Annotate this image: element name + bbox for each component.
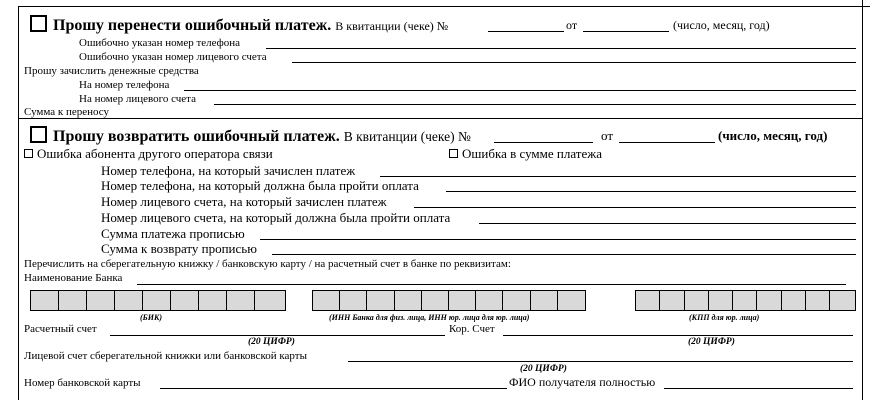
phone-credited-field[interactable] <box>380 176 856 177</box>
inn-cell[interactable] <box>367 291 394 310</box>
kpp-cell[interactable] <box>757 291 781 310</box>
phone-intended-label: Номер телефона, на который должна была пройти оплата <box>101 178 419 193</box>
transfer-date-hint: (число, месяц, год) <box>673 18 770 32</box>
bik-cell[interactable] <box>87 291 115 310</box>
transfer-checkbox[interactable] <box>30 15 47 32</box>
inn-cell[interactable] <box>313 291 340 310</box>
kpp-boxes[interactable] <box>635 290 856 311</box>
refund-date-hint: (число, месяц, год) <box>718 128 828 143</box>
kpp-cell[interactable] <box>636 291 660 310</box>
bik-boxes[interactable] <box>30 290 286 311</box>
wrong-account-field[interactable] <box>292 62 856 63</box>
refund-words-field[interactable] <box>272 254 856 255</box>
inn-cell[interactable] <box>340 291 367 310</box>
to-account-field[interactable] <box>214 104 856 105</box>
option-other-operator-label: Ошибка абонента другого оператора связи <box>37 146 273 161</box>
refund-from-label: от <box>601 128 614 143</box>
recipient-name-label: ФИО получателя полностью <box>509 375 656 389</box>
bik-cell[interactable] <box>31 291 59 310</box>
bik-cell[interactable] <box>171 291 199 310</box>
transfer-receipt-label: В квитанции (чеке) № <box>335 19 449 33</box>
inn-cell[interactable] <box>503 291 530 310</box>
option-other-operator-checkbox[interactable] <box>24 149 33 158</box>
savings-digits-caption: (20 ЦИФР) <box>520 364 567 374</box>
option-amount-error-label: Ошибка в сумме платежа <box>462 146 602 161</box>
kpp-cell[interactable] <box>709 291 733 310</box>
kpp-caption: (КПП для юр. лица) <box>689 313 760 322</box>
bik-cell[interactable] <box>143 291 171 310</box>
refund-words-label: Сумма к возврату прописью <box>101 241 257 256</box>
section-divider <box>18 118 863 119</box>
account-credited-field[interactable] <box>414 207 856 208</box>
bank-name-field[interactable] <box>137 284 846 285</box>
option-amount-error-checkbox[interactable] <box>449 149 458 158</box>
corr-account-label: Кор. Счет <box>449 323 495 335</box>
transfer-title: Прошу перенести ошибочный платеж. <box>53 17 332 34</box>
wrong-phone-field[interactable] <box>266 48 856 49</box>
account-credited-label: Номер лицевого счета, на который зачислен платеж <box>101 194 387 209</box>
bik-cell[interactable] <box>59 291 87 310</box>
refund-date-field[interactable] <box>619 142 715 143</box>
kpp-cell[interactable] <box>830 291 854 310</box>
inn-cell[interactable] <box>395 291 422 310</box>
bik-cell[interactable] <box>115 291 143 310</box>
inn-cell[interactable] <box>531 291 558 310</box>
wrong-account-label: Ошибочно указан номер лицевого счета <box>79 51 267 63</box>
bik-cell[interactable] <box>255 291 283 310</box>
transfer-title-row <box>30 15 448 35</box>
bank-name-label: Наименование Банка <box>24 272 123 284</box>
settlement-account-label: Расчетный счет <box>24 323 97 335</box>
kpp-cell[interactable] <box>782 291 806 310</box>
inn-caption: (ИНН Банка для физ. лица, ИНН юр. лица для юр. лица) <box>329 313 530 322</box>
refund-checkbox[interactable] <box>30 126 47 143</box>
settlement-account-field[interactable] <box>110 335 445 336</box>
kpp-cell[interactable] <box>806 291 830 310</box>
amount-words-label: Сумма платежа прописью <box>101 226 245 241</box>
phone-intended-field[interactable] <box>446 191 856 192</box>
to-phone-field[interactable] <box>184 90 856 91</box>
bik-cell[interactable] <box>227 291 255 310</box>
wrong-phone-label: Ошибочно указан номер телефона <box>79 37 241 49</box>
option-amount-error[interactable] <box>449 146 602 161</box>
kpp-cell[interactable] <box>660 291 684 310</box>
kpp-cell[interactable] <box>685 291 709 310</box>
transfer-amount-label: Сумма к переносу <box>24 106 110 118</box>
refund-title: Прошу возвратить ошибочный платеж. <box>53 128 340 145</box>
inn-cell[interactable] <box>422 291 449 310</box>
transfer-to-label: Перечислить на сберегательную книжку / банковскую карту / на расчетный счет в банке по реквизитам: <box>24 258 511 270</box>
transfer-receipt-number-field[interactable] <box>488 31 564 32</box>
account-intended-field[interactable] <box>479 223 856 224</box>
transfer-date-field[interactable] <box>583 31 669 32</box>
savings-account-field[interactable] <box>348 361 853 362</box>
account-intended-label: Номер лицевого счета, на который должна была пройти оплата <box>101 210 451 225</box>
inn-cell[interactable] <box>558 291 585 310</box>
frame-left <box>18 6 19 400</box>
settlement-digits-caption: (20 ЦИФР) <box>248 337 295 347</box>
corr-account-field[interactable] <box>503 335 853 336</box>
refund-receipt-number-field[interactable] <box>494 142 593 143</box>
to-phone-label: На номер телефона <box>79 79 170 91</box>
option-other-operator[interactable] <box>24 146 273 161</box>
bik-cell[interactable] <box>199 291 227 310</box>
credit-funds-label: Прошу зачислить денежные средства <box>24 65 199 77</box>
inn-cell[interactable] <box>476 291 503 310</box>
kpp-cell[interactable] <box>733 291 757 310</box>
card-number-label: Номер банковской карты <box>24 377 141 389</box>
transfer-from-label: от <box>566 18 578 32</box>
savings-account-label: Лицевой счет сберегательной книжки или банковской карты <box>24 350 307 362</box>
card-number-field[interactable] <box>160 388 507 389</box>
frame-right <box>862 0 863 400</box>
frame-top <box>18 6 870 7</box>
refund-receipt-label: В квитанции (чеке) № <box>343 129 471 144</box>
refund-title-row <box>30 126 471 146</box>
bik-caption: (БИК) <box>140 313 163 322</box>
corr-digits-caption: (20 ЦИФР) <box>688 337 735 347</box>
phone-credited-label: Номер телефона, на который зачислен платеж <box>101 163 356 178</box>
recipient-name-field[interactable] <box>664 388 853 389</box>
to-account-label: На номер лицевого счета <box>79 93 196 105</box>
amount-words-field[interactable] <box>260 239 856 240</box>
inn-cell[interactable] <box>449 291 476 310</box>
inn-boxes[interactable] <box>312 290 586 311</box>
